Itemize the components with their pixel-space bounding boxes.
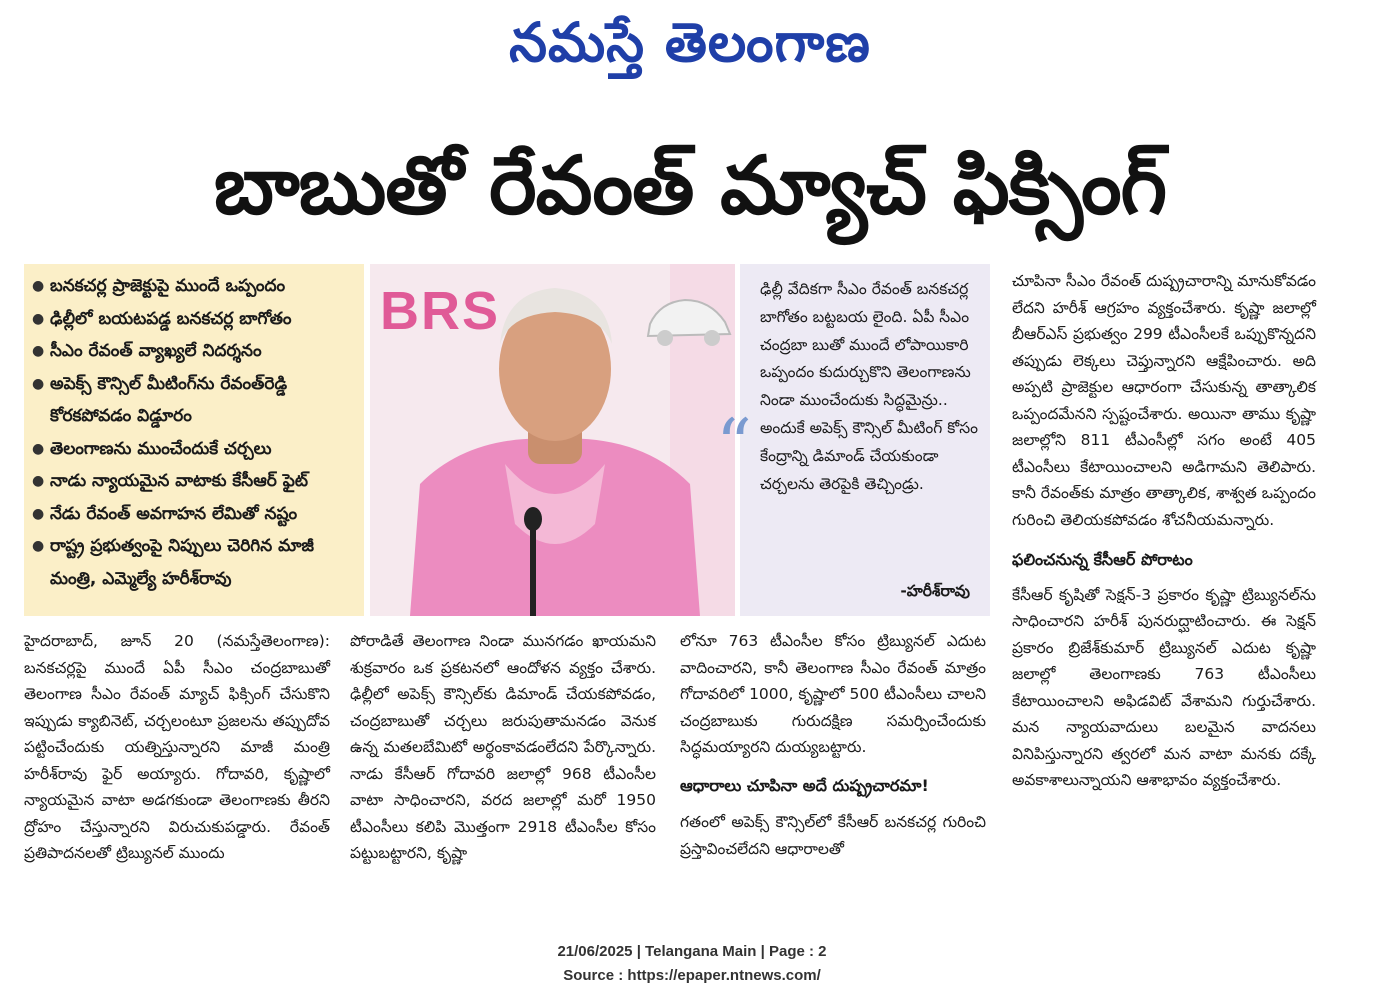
quote-mark-icon: “ [716,404,752,486]
bullet-icon: ● [32,278,45,294]
article-paragraph: లోనూ 763 టీఎంసీల కోసం ట్రిబ్యునల్ ఎదుట వాదించారని, కానీ తెలంగాణ సీఎం రేవంత్ మాత్రం గోదావరిలో 1000, కృష్ణాలో 500 టీఎంసీలు చాలని చంద్రబాబుకు గురుదక్షిణ సమర్పించేందుకు సిద్ధమయ్యారని దుయ్యబట్టారు. [680,632,986,756]
bullet-icon: ● [32,440,45,457]
article-subheading: ఆధారాలు చూపినా అదే దుష్ప్రచారమా! [680,775,929,795]
bullet-icon: ● [32,473,45,489]
page-footer [0,940,1384,988]
bullet-icon: ● [32,505,45,522]
footer-edition-info: 21/06/2025 | Telangana Main | Page : 2 [557,943,827,960]
article-column-2 [350,628,656,867]
pull-quote [716,264,990,616]
highlight-item: ● నేడు రేవంత్ అవగాహన లేమితో నష్టం [32,498,358,531]
brs-banner-text: BRS [380,281,501,341]
bullet-icon: ● [32,375,45,392]
article-column-3 [680,628,986,862]
news-photo [370,264,735,616]
headline: బాబుతో రేవంత్ మ్యాచ్ ఫిక్సింగ్ [213,139,1167,232]
highlight-item: ● ఢిల్లీలో బయటపడ్డ బనకచర్ల బాగోతం [32,303,358,336]
speaker-portrait [410,264,700,616]
highlight-item: ● సీఎం రేవంత్ వ్యాఖ్యలే నిదర్శనం [32,335,358,368]
bullet-icon: ● [32,343,45,359]
article-paragraph: హైదరాబాద్, జూన్ 20 (నమస్తేతెలంగాణ): బనకచర్లపై ముందే ఏపీ సీఎం చంద్రబాబుతో తెలంగాణ సీఎం రేవంత్ మ్యాచ్ ఫిక్సింగ్ చేసుకొని ఇప్పుడు క్యాబినెట్, చర్చలంటూ ప్రజలను తప్పుదోవ పట్టించేందుకు యత్నిస్తున్నారని మాజీ మంత్రి హరీశ్‌రావు ఫైర్ అయ్యారు. గోదావరి, కృష్ణాలో న్యాయమైన వాటా అడగకుండా తెలంగాణకు తీరని ద్రోహం చేస్తున్నారని విరుచుకుపడ్డారు. రేవంత్ ప్రతిపాదనలతో ట్రిబ్యునల్ ముందు [24,632,330,862]
article-column-4 [1012,268,1316,794]
pull-quote-byline: -హరీశ్‌రావు [900,582,970,600]
highlight-item: ● రాష్ట్ర ప్రభుత్వంపై నిప్పులు చెరిగిన మాజీ మంత్రి, ఎమ్మెల్యే హరీశ్‌రావు [32,530,358,595]
highlight-item: ● తెలంగాణను ముంచేందుకే చర్చలు [32,433,358,466]
highlights-box [24,264,364,616]
article-paragraph: కేసీఆర్ కృషితో సెక్షన్-3 ప్రకారం కృష్ణా ట్రిబ్యునల్‌ను సాధించారని హరీశ్ పునరుద్ఘాటించారు. ఈ సెక్షన్ ప్రకారం బ్రిజేశ్‌కుమార్ ట్రిబ్యునల్ ఎదుట కృష్ణా జలాల్లో తెలంగాణకు 763 టీఎంసీలు కేటాయించాలని అఫిడవిట్ వేశామని గుర్తుచేశారు. మన న్యాయవాదులు బలమైన వాదనలు వినిపిస్తున్నారని త్వరలో మన వాటా మనకు దక్కే అవకాశాలున్నాయని ఆశాభావం వ్యక్తంచేశారు. [1012,585,1316,789]
bullet-icon: ● [32,538,45,554]
article-subheading: ఫలించనున్న కేసీఆర్ పోరాటం [1012,550,1193,569]
pull-quote-text: ఢిల్లీ వేదికగా సీఎం రేవంత్ బనకచర్ల బాగోతం బట్టబయ లైంది. ఏపీ సీఎం చంద్రబా బుతో ముందే లోపాయికారి ఒప్పందం కుదుర్చుకొని తెలంగాణను నిండా ముంచేందుకు సిద్ధమైన్రు.. అందుకే అపెక్స్ కౌన్సిల్ మీటింగ్ కోసం కేంద్రాన్ని డిమాండ్ చేయకుండా చర్చలను తెరపైకి తెచ్చిండ్రు. [760,280,978,493]
bullet-icon: ● [32,310,45,327]
article-paragraph: పోరాడితే తెలంగాణ నిండా మునగడం ఖాయమని శుక్రవారం ఒక ప్రకటనలో ఆందోళన వ్యక్తం చేశారు. ఢిల్లీలో అపెక్స్ కౌన్సిల్‌కు డిమాండ్ చేయకపోవడం, చంద్రబాబుతో చర్చలు జరుపుతామనడం వెనుక ఉన్న మతలబేమిటో అర్థంకావడంలేదని పేర్కొన్నారు. నాడు కేసీఆర్ గోదావరి జలాల్లో 968 టీఎంసీల వాటా సాధించారని, వరద జలాల్లో మరో 1950 టీఎంసీలు కలిపి మొత్తంగా 2918 టీఎంసీల కోసం పట్టుబట్టారని, కృష్ణా [350,632,656,862]
highlight-item: ● అపెక్స్ కౌన్సిల్ మీటింగ్‌ను రేవంత్‌రెడ్డి కోరకపోవడం విడ్డూరం [32,368,358,433]
highlight-item: ● బనకచర్ల ప్రాజెక్టుపై ముందే ఒప్పందం [32,270,358,303]
article-column-1 [24,628,330,867]
footer-source-link[interactable]: Source : https://epaper.ntnews.com/ [563,967,821,984]
article-paragraph: గతంలో అపెక్స్ కౌన్సిల్‌లో కేసీఆర్ బనకచర్ల గురించి ప్రస్తావించలేదని ఆధారాలతో [680,813,986,858]
highlight-item: ● నాడు న్యాయమైన వాటాకు కేసీఆర్ ఫైట్ [32,465,358,498]
article-paragraph: చూపినా సీఎం రేవంత్ దుష్ప్రచారాన్ని మానుకోవడం లేదని హరీశ్ ఆగ్రహం వ్యక్తంచేశారు. కృష్ణా జలాల్లో బీఆర్‌ఎస్ ప్రభుత్వం 299 టీఎంసీలకే ఒప్పుకొన్నదని తప్పుడు లెక్కలు చెప్తున్నారని ఆక్షేపించారు. అది అప్పటి ప్రాజెక్టుల ఆధారంగా చేసుకున్న తాత్కాలిక ఒప్పందమేనని స్పష్టంచేశారు. అయినా తాము కృష్ణా జలాల్లోని 811 టీఎంసీల్లో సగం అంటే 405 టీఎంసీలు కేటాయించాలని అడిగామని తెలిపారు. కానీ రేవంత్‌కు మాత్రం తాత్కాలిక, శాశ్వత ఒప్పందం గురించి తెలియకపోవడం శోచనీయమన్నారు. [1012,272,1316,529]
masthead-logo: నమస్తే తెలంగాణ [509,10,871,74]
